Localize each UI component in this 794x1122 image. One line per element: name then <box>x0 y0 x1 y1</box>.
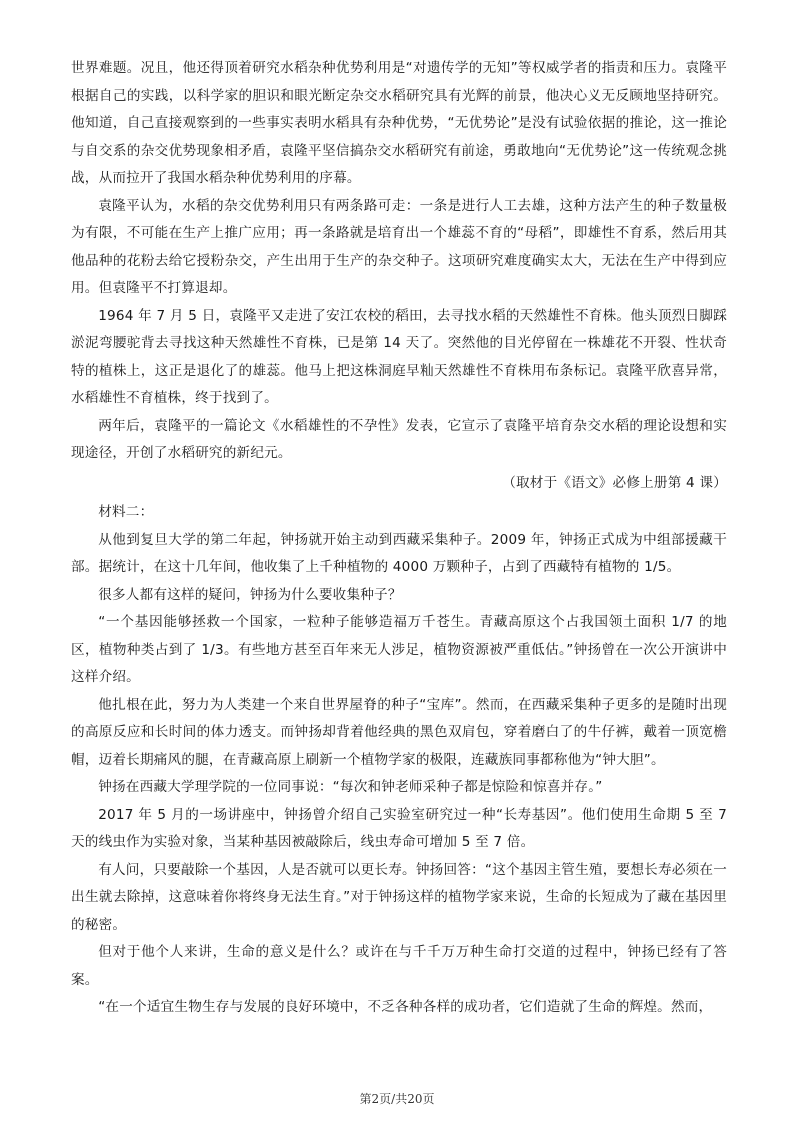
paragraph-2: 袁隆平认为，水稻的杂交优势利用只有两条路可走：一条是进行人工去雄，这种方法产生的种子数量极为有限，不可能在生产上推广应用；再一条路就是培育出一个雄蕊不育的“母稻”，即雄性不育系，然后用其他品种的花粉去给它授粉杂交，产生出用于生产的杂交种子。这项研究难度确实太大，无法在生产中得到应用。但袁隆平不打算退却。 <box>71 197 727 296</box>
page-number-footer: 第2页/共20页 <box>359 1092 435 1106</box>
material2-paragraph-8: 但对于他个人来讲，生命的意义是什么？或许在与千千万万种生命打交道的过程中，钟扬已经有了答案。 <box>71 944 727 988</box>
source-note: （取材于《语文》必修上册第 4 课） <box>502 474 727 491</box>
material2-paragraph-2: 很多人都有这样的疑问，钟扬为什么要收集种子？ <box>98 586 402 603</box>
material2-paragraph-4: 他扎根在此，努力为人类建一个来自世界屋脊的种子“宝库”。然而，在西藏采集种子更多的是随时出现的高原反应和长时间的体力透支。而钟扬却背着他经典的黑色双肩包，穿着磨白了的牛仔裤，戴着一顶宽檐帽，迈着长期痛风的腿，在青藏高原上刷新一个植物学家的极限，连藏族同事都称他为“钟大胆”。 <box>71 696 727 768</box>
material2-paragraph-9: “在一个适宜生物生存与发展的良好环境中，不乏各种各样的成功者，它们造就了生命的辉煌。然而， <box>98 999 713 1015</box>
material2-paragraph-7: 有人问，只要敲除一个基因，人是否就可以更长寿。钟扬回答：“这个基因主管生殖，要想长寿必须在一出生就去除掉，这意味着你将终身无法生育。”对于钟扬这样的植物学家来说，生命的长短成为了藏在基因里的秘密。 <box>71 861 727 933</box>
material2-paragraph-6: 2017 年 5 月的一场讲座中，钟扬曾介绍自己实验室研究过一种“长寿基因”。他们使用生命期 5 至 7 天的线虫作为实验对象，当某种基因被敲除后，线虫寿命可增加 5 至 7 倍。 <box>71 806 727 850</box>
document-body <box>71 55 727 1022</box>
paragraph-1: 世界难题。况且，他还得顶着研究水稻杂种优势利用是“对遗传学的无知”等权威学者的指责和压力。袁隆平根据自己的实践，以科学家的胆识和眼光断定杂交水稻研究具有光辉的前景，他决心义无反顾地坚持研究。他知道，自己直接观察到的一些事实表明水稻具有杂种优势，“无优势论”是没有试验依据的推论，这一推论与自交系的杂交优势现象相矛盾，袁隆平坚信搞杂交水稻研究有前途，勇敢地向“无优势论”这一传统观念挑战，从而拉开了我国水稻杂种优势利用的序幕。 <box>71 60 727 186</box>
paragraph-3: 1964 年 7 月 5 日，袁隆平又走进了安江农校的稻田，去寻找水稻的天然雄性不育株。他头顶烈日脚踩淤泥弯腰驼背去寻找这种天然雄性不育株，已是第 14 天了。突然他的目光停留在一株雄花不开裂、性状奇特的植株上，这正是退化了的雄蕊。他马上把这株洞庭早籼天然雄性不育株用布条标记。袁隆平欣喜异常，水稻雄性不育植株，终于找到了。 <box>71 307 727 406</box>
material2-paragraph-5: 钟扬在西藏大学理学院的一位同事说：“每次和钟老师采种子都是惊险和惊喜并存。” <box>98 779 603 795</box>
material-label: 材料二： <box>98 504 154 520</box>
material2-paragraph-3: “一个基因能够拯救一个国家，一粒种子能够造福万千苍生。青藏高原这个占我国领土面积 1/7 的地区，植物种类占到了 1/3。有些地方甚至百年来无人涉足，植物资源被严重低估。”钟扬曾在一次公开演讲中这样介绍。 <box>71 614 727 685</box>
material2-paragraph-1: 从他到复旦大学的第二年起，钟扬就开始主动到西藏采集种子。2009 年，钟扬正式成为中组部援藏干部。据统计，在这十几年间，他收集了上千种植物的 4000 万颗种子，占到了西藏特有植物的 1/5。 <box>71 531 727 575</box>
paragraph-4: 两年后，袁隆平的一篇论文《水稻雄性的不孕性》发表，它宣示了袁隆平培育杂交水稻的理论设想和实现途径，开创了水稻研究的新纪元。 <box>71 417 727 461</box>
